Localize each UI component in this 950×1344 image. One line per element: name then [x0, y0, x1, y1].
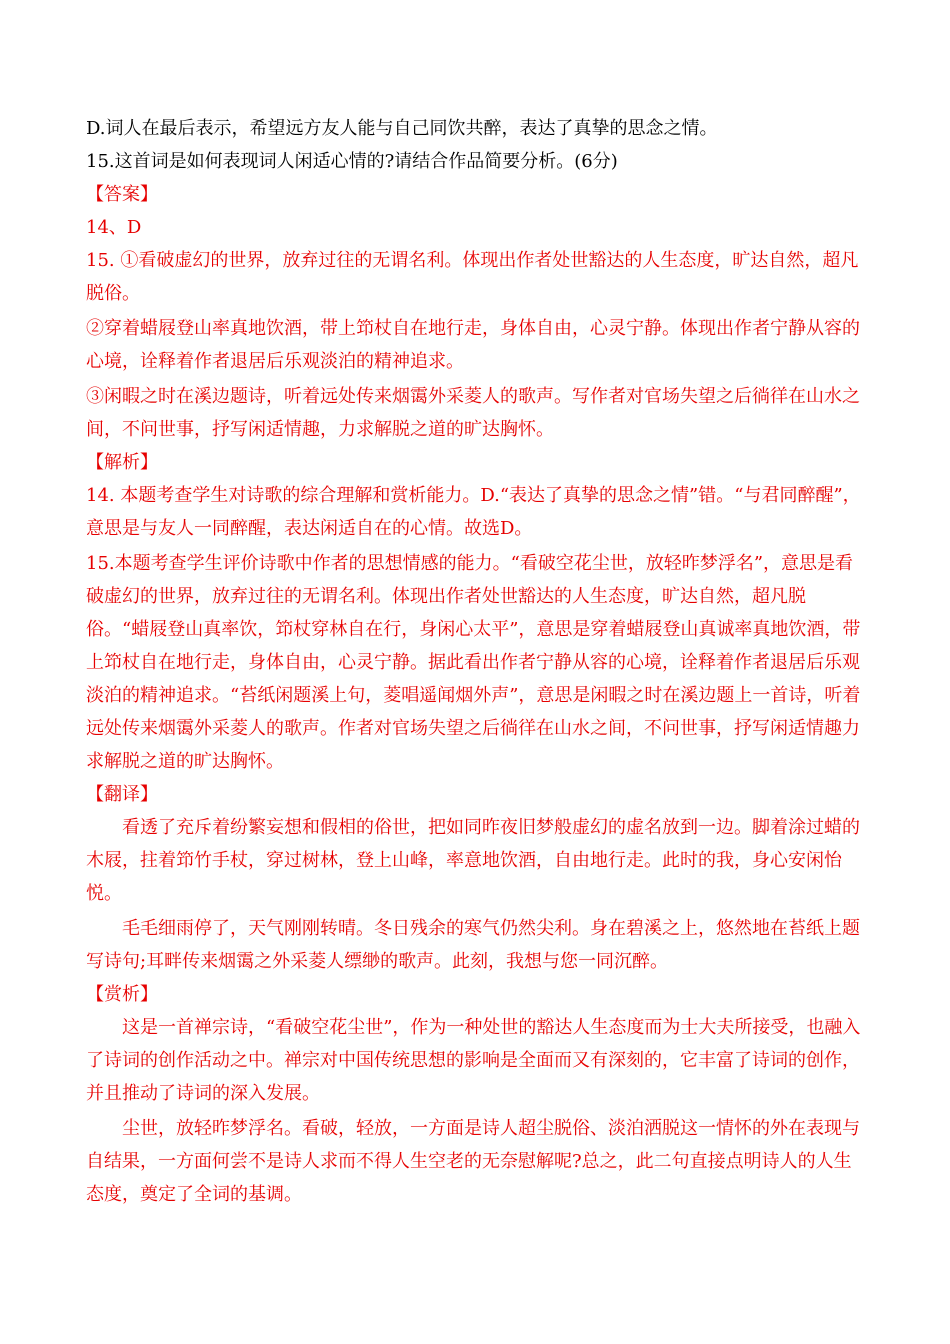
analysis-15: 15.本题考查学生评价诗歌中作者的思想情感的能力。“看破空花尘世，放轻昨梦浮名”，意思是看破虚幻的世界，放弃过往的无谓名利。体现出作者处世豁达的人生态度，旷达自然，超凡脱俗。“蜡屐登山真率饮，笻杖穿林自在行，身闲心太平”，意思是穿着蜡屐登山真诚率真地饮酒，带上笻杖自在地行走，身体自由，心灵宁静。据此看出作者宁静从容的心境，诠释着作者退居后乐观淡泊的精神追求。“苔纸闲题溪上句，菱唱遥闻烟外声”，意思是闲暇之时在溪边题上一首诗，听着远处传来烟霭外采菱人的歌声。作者对官场失望之后徜徉在山水之间，不问世事，抒写闲适情趣力求解脱之道的旷达胸怀。 [86, 553, 861, 772]
analysis-14: 14. 本题考查学生对诗歌的综合理解和赏析能力。D.“表达了真挚的思念之情”错。“与君同醉醒”，意思是与友人一同醉醒，表达闲适自在的心情。故选D。 [86, 485, 861, 539]
translation-header: 【翻译】 [86, 784, 158, 805]
translation-paragraph-2: 毛毛细雨停了，天气刚刚转晴。冬日残余的寒气仍然尖利。身在碧溪之上，悠然地在苔纸上题写诗句;耳畔传来烟霭之外采菱人缥缈的歌声。此刻，我想与您一同沉醉。 [86, 918, 860, 972]
appreciation-header: 【赏析】 [86, 984, 158, 1005]
document-page [86, 112, 866, 1211]
answer-14: 14、D [86, 217, 142, 238]
question-15: 15.这首词是如何表现词人闲适心情的?请结合作品简要分析。(6分) [86, 151, 618, 172]
answer-header: 【答案】 [86, 184, 158, 205]
appreciation-paragraph-2: 尘世，放轻昨梦浮名。看破，轻放，一方面是诗人超尘脱俗、淡泊洒脱这一情怀的外在表现与自结果，一方面何尝不是诗人求而不得人生空老的无奈慰解呢?总之，此二句直接点明诗人的人生态度，奠定了全词的基调。 [86, 1118, 860, 1205]
answer-15-point-3: ③闲暇之时在溪边题诗，听着远处传来烟霭外采菱人的歌声。写作者对官场失望之后徜徉在山水之间，不问世事，抒写闲适情趣，力求解脱之道的旷达胸怀。 [86, 386, 860, 440]
appreciation-paragraph-1: 这是一首禅宗诗，“看破空花尘世”，作为一种处世的豁达人生态度而为士大夫所接受，也融入了诗词的创作活动之中。禅宗对中国传统思想的影响是全面而又有深刻的，它丰富了诗词的创作，并且推动了诗词的深入发展。 [86, 1017, 861, 1104]
question-option-d: D.词人在最后表示，希望远方友人能与自己同饮共醉，表达了真挚的思念之情。 [86, 118, 718, 139]
translation-paragraph-1: 看透了充斥着纷繁妄想和假相的俗世，把如同昨夜旧梦般虚幻的虚名放到一边。脚着涂过蜡的木屐，拄着笻竹手杖，穿过树林，登上山峰，率意地饮酒，自由地行走。此时的我，身心安闲怡悦。 [86, 817, 860, 904]
answer-15-point-2: ②穿着蜡屐登山率真地饮酒，带上笻杖自在地行走，身体自由，心灵宁静。体现出作者宁静从容的心境，诠释着作者退居后乐观淡泊的精神追求。 [86, 318, 860, 372]
analysis-header: 【解析】 [86, 452, 158, 473]
answer-15-point-1: 15. ①看破虚幻的世界，放弃过往的无谓名利。体现出作者处世豁达的人生态度，旷达自然，超凡脱俗。 [86, 250, 859, 304]
